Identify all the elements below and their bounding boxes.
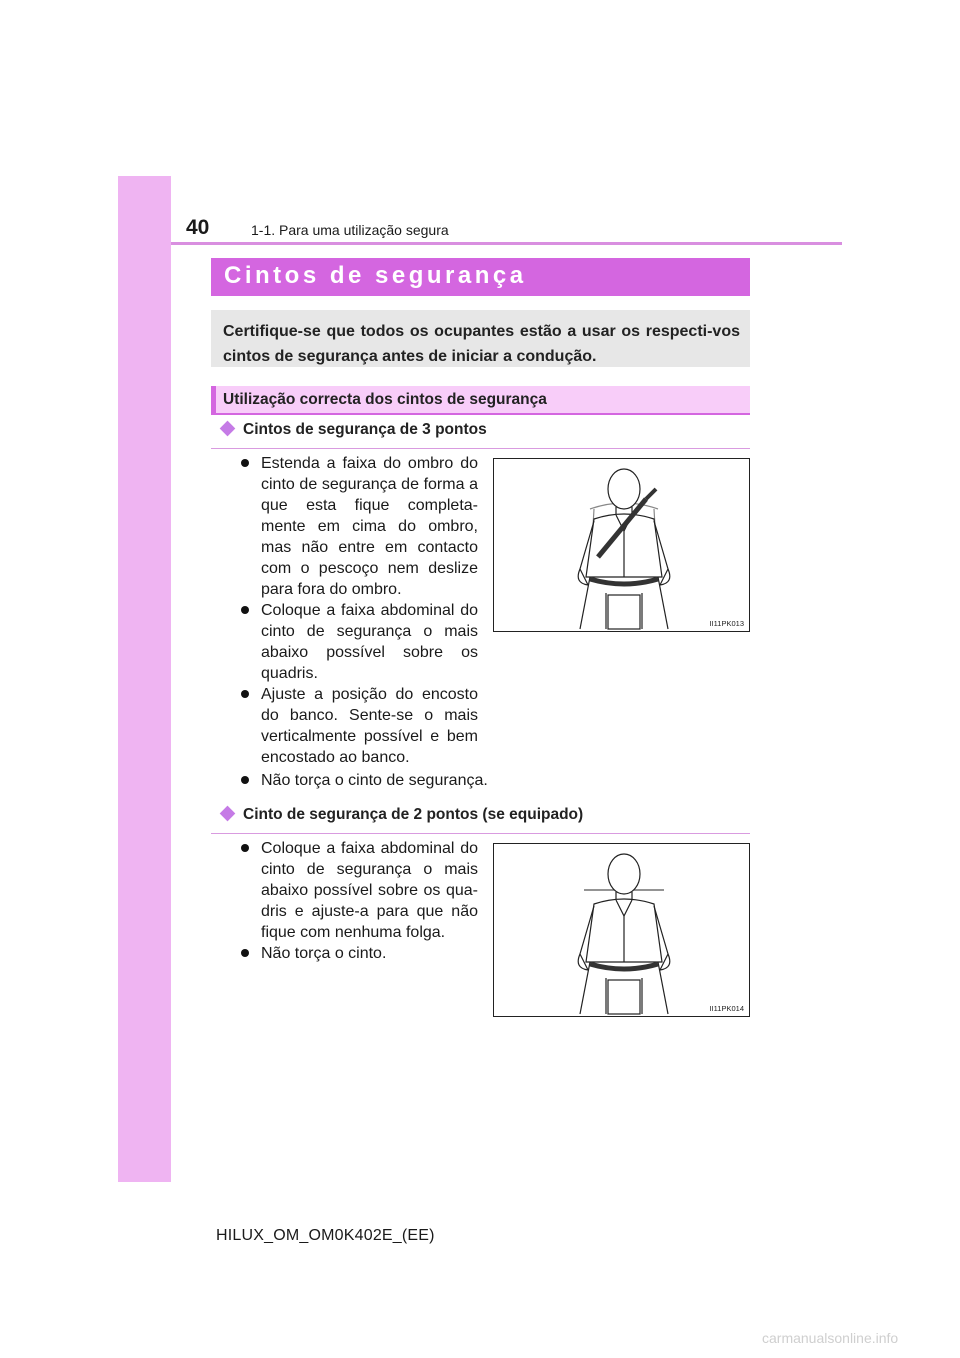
document-id: HILUX_OM_OM0K402E_(EE) bbox=[216, 1227, 435, 1244]
two-point-heading bbox=[221, 805, 750, 835]
intro-box bbox=[211, 310, 750, 367]
diamond-icon bbox=[220, 421, 236, 437]
sub-heading-rule bbox=[211, 413, 750, 415]
bullet-icon bbox=[241, 844, 249, 852]
list-item bbox=[241, 453, 478, 600]
section-title: Cintos de segurança bbox=[211, 258, 750, 296]
seated-person-2-point-illustration bbox=[494, 844, 750, 1017]
seated-person-3-point-illustration bbox=[494, 459, 750, 632]
bullet-icon bbox=[241, 459, 249, 467]
bullet-icon bbox=[241, 606, 249, 614]
list-item bbox=[241, 684, 478, 768]
list-item bbox=[241, 770, 521, 791]
heading-underline bbox=[211, 833, 750, 834]
list-item-text: Não torça o cinto. bbox=[261, 945, 387, 962]
chapter-side-tab bbox=[118, 176, 171, 1182]
three-point-heading-label: Cintos de segurança de 3 pontos bbox=[243, 421, 487, 438]
list-item bbox=[241, 943, 478, 964]
figure-code: II11PK013 bbox=[709, 619, 744, 628]
two-point-belt-figure bbox=[493, 843, 750, 1017]
sub-heading-label: Utilização correcta dos cintos de segurança bbox=[223, 391, 547, 408]
figure-code: II11PK014 bbox=[709, 1004, 744, 1013]
bullet-icon bbox=[241, 776, 249, 784]
list-item bbox=[241, 838, 478, 943]
list-item bbox=[241, 600, 478, 684]
two-point-bullet-list bbox=[241, 838, 478, 964]
sub-heading bbox=[211, 386, 750, 413]
chapter-title: 1-1. Para uma utilização segura bbox=[251, 222, 449, 238]
list-item-text: Coloque a faixa abdominal do cinto de segurança o mais abaixo possível sobre os quadris. bbox=[261, 602, 478, 682]
diamond-icon bbox=[220, 806, 236, 822]
list-item-text: Coloque a faixa abdominal do cinto de segurança o mais abaixo possível sobre os qua-dris e ajuste-a para que não fique com nenhuma folga. bbox=[261, 840, 478, 941]
two-point-heading-label: Cinto de segurança de 2 pontos (se equipado) bbox=[243, 806, 584, 823]
bullet-icon bbox=[241, 690, 249, 698]
bullet-icon bbox=[241, 949, 249, 957]
watermark: carmanualsonline.info bbox=[762, 1330, 899, 1346]
three-point-bullet-list-tail bbox=[241, 770, 521, 791]
intro-text: Certifique-se que todos os ocupantes estão a usar os respecti-vos cintos de segurança antes de iniciar a condução. bbox=[223, 323, 740, 365]
list-item-text: Não torça o cinto de segurança. bbox=[261, 772, 488, 789]
page-number: 40 bbox=[186, 216, 210, 239]
sub-heading-accent-bar bbox=[211, 386, 216, 413]
three-point-bullet-list bbox=[241, 453, 478, 768]
list-item-text: Estenda a faixa do ombro do cinto de segurança de forma a que esta fique completa-mente em cima do ombro, mas não entre em contacto com o pescoço nem deslize para fora do ombro. bbox=[261, 455, 478, 598]
heading-underline bbox=[211, 448, 750, 449]
three-point-belt-figure bbox=[493, 458, 750, 632]
header-divider bbox=[171, 242, 842, 245]
three-point-heading bbox=[221, 420, 750, 450]
list-item-text: Ajuste a posição do encosto do banco. Sente-se o mais verticalmente possível e bem encostado ao banco. bbox=[261, 686, 478, 766]
